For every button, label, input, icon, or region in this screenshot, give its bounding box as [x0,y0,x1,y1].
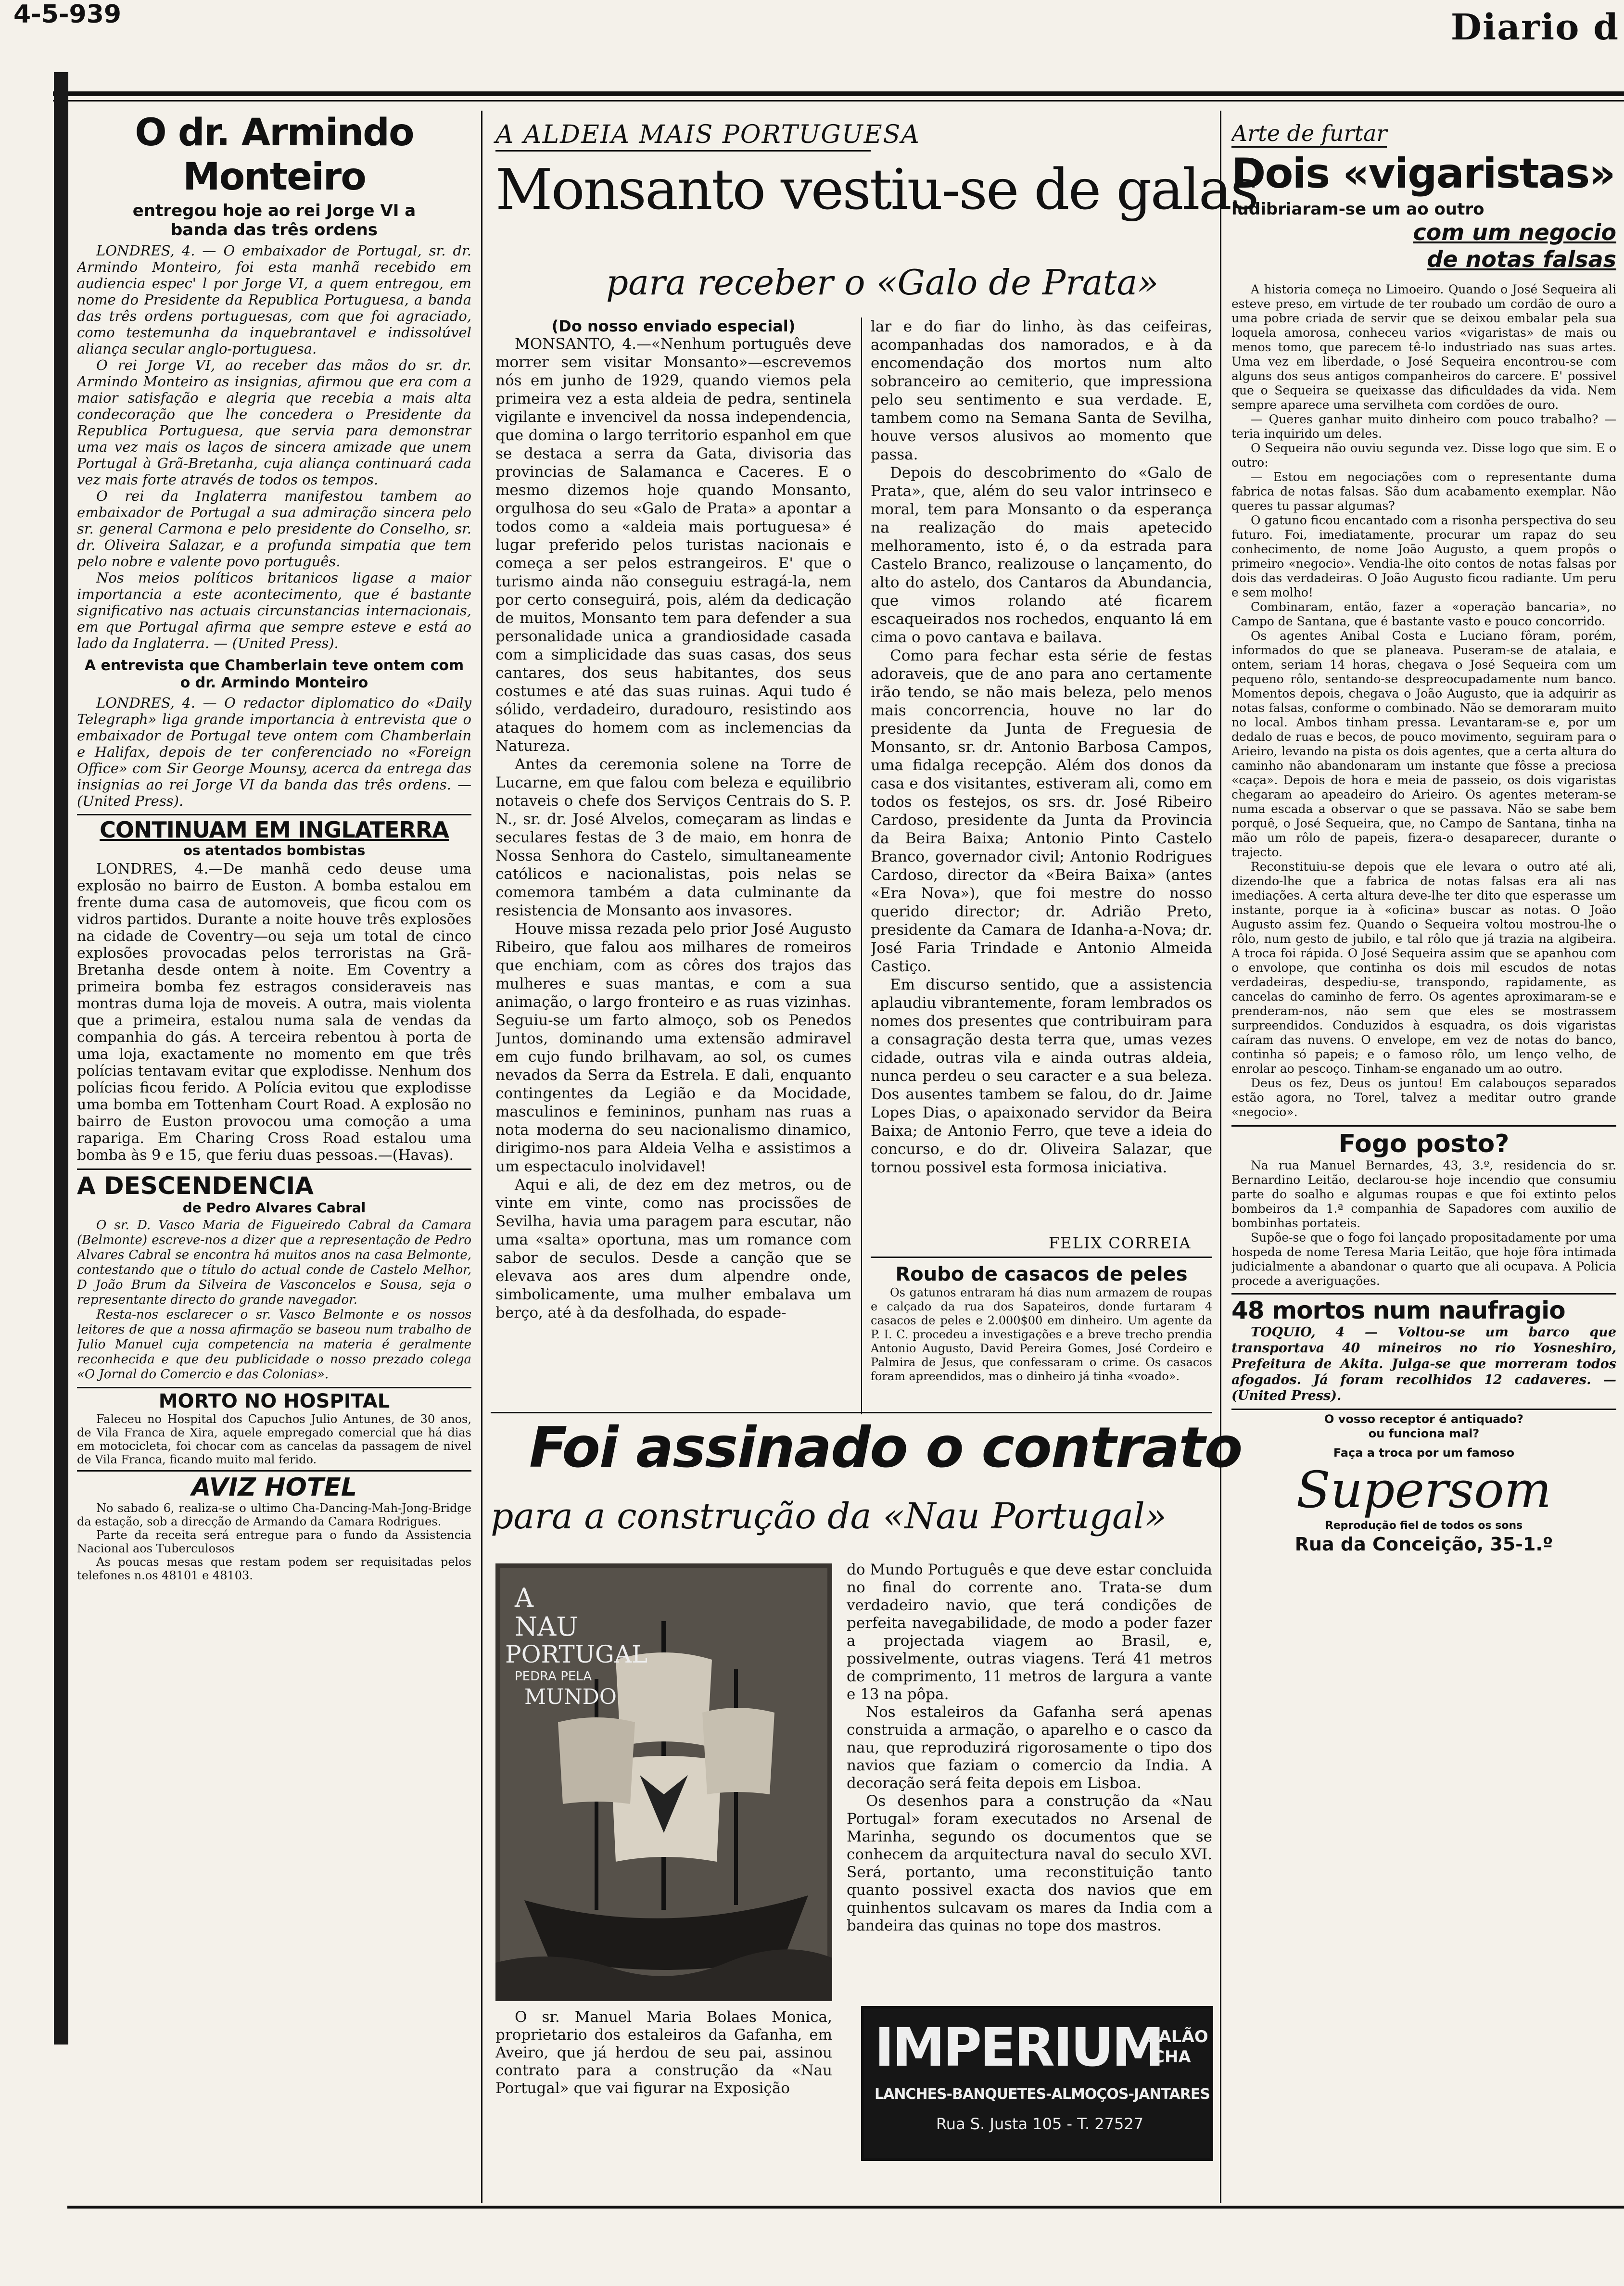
kicker-underline [495,150,871,152]
paragraph: Em discurso sentido, que a assistencia aplaudiu vibrantemente, foram lembrados os nomes dos presentes que contribuiram para a consagração desta terra que, umas vezes cidade, outras vila e ainda outras aldeia, nunca perdeu o seu caracter e a sua beleza. Dos ausentes tambem se falou, do dr. Jaime Lopes Dias, o apaixonado servidor da Beira Baixa; de Antonio Ferro, que teve a ideia do concurso, e do dr. Oliveira Salazar, que tornou possivel esta formosa iniciativa. [871,976,1212,1176]
nau-caption [495,2008,832,2201]
paragraph: Nos estaleiros da Gafanha será apenas construida a armação, o aparelho e o casco da nau, que reproduzirá rigorosamente o tipo dos navios que faziam o comercio da India. A decoração será feita depois em Lisboa. [847,1703,1212,1792]
poster-title-5: MUNDO [524,1685,617,1709]
paragraph: TOQUIO, 4 — Voltou-se um barco que transportava 40 mineiros no rio Yosneshiro, Prefeitura de Akita. Julga-se que morreram todos afogados. Já foram recolhidos 12 cadaveres. — (United Press). [1231,1325,1616,1403]
monsanto-kicker: A ALDEIA MAIS PORTUGUESA [495,120,920,149]
morto-body [77,1412,471,1466]
monsanto-column-b [871,318,1212,1232]
poster-title-1: A [515,1583,533,1613]
paragraph: — Queres ganhar muito dinheiro com pouco trabalho? — teria inquirido um deles. [1231,412,1616,441]
paragraph: O gatuno ficou encantado com a risonha perspectiva do seu futuro. Foi, imediatamente, procurar um rapaz do seu conhecimento, de nome João Augusto, a quem propôs o primeiro «negocio». Vendia-lhe oito contos de notas falsas por dois das verdadeiras. O João Augusto ficou radiante. Um peru e sem molho! [1231,513,1616,599]
column-divider-2 [1220,111,1221,2203]
imperium-name: IMPERIUM [875,2017,1163,2078]
masthead-rule-thin [53,100,1624,102]
chamberlain-headline: A entrevista que Chamberlain teve ontem com o dr. Armindo Monteiro [84,657,464,691]
paragraph: Nos meios políticos britanicos ligase a maior importancia a este acontecimento, que é bastante significativo nas actuais circunstancias internacionais, em que Portugal afirma que sempre esteve e está ao lado da Inglaterra. — (United Press). [77,570,471,651]
armindo-body [77,242,471,651]
roubo-box [871,1263,1212,1407]
paragraph: Combinaram, então, fazer a «operação bancaria», no Campo de Santana, que é bastante vasto e pouco concorrido. [1231,600,1616,628]
paragraph: O rei Jorge VI, ao receber das mãos do sr. dr. Armindo Monteiro as insignias, afirmou que era com a maior satisfação e alegria que recebia a mais alta condecoração que lhe concedera o Presidente da Republica Portuguesa, que servia para demonstrar uma vez mais os laços de sincera amizade que unem Portugal à Grã-Bretanha, cuja aliança continuará cada vez mais forte através de todos os tempos. [77,357,471,488]
fogo-headline: Fogo posto? [1338,1130,1510,1158]
author-signature: FELIX CORREIA [1049,1234,1192,1252]
paragraph: Aqui e ali, de dez em dez metros, ou de vinte em vinte, como nas procissões de Sevilha, havia uma paragem para escutar, não uma «salta» oportuna, mas um romance com sabor de seculos. Desde a canção que se elevava aos ares dum alpendre onde, simbolicamente, uma mulher embalava um berço, até à da desfolhada, do espade- [495,1176,851,1321]
section-rule [77,1387,471,1388]
supersom-ad [1231,1412,1616,1555]
descendencia-body [77,1218,471,1382]
supersom-address: Rua da Conceição, 35-1.º [1294,1534,1553,1555]
supersom-offer: Faça a troca por um famoso [1333,1446,1515,1460]
byline: (Do nosso enviado especial) [551,318,796,335]
monsanto-column-a [495,318,851,1405]
masthead-rule-thick [53,91,1624,96]
paragraph: No sabado 6, realiza-se o ultimo Cha-Dancing-Mah-Jong-Bridge da estação, sob a direcção de Armando da Camara Rodrigues. [77,1501,471,1528]
paragraph: Deus os fez, Deus os juntou! Em calabouços separados estão agora, no Torel, talvez a meditar outro grande «negocio». [1231,1076,1616,1119]
poster-title-4: PEDRA PELA [515,1669,592,1684]
paragraph: O sr. Manuel Maria Bolaes Monica, proprietario dos estaleiros da Gafanha, em Aveiro, que já herdou de seu pai, assinou contrato para a construção da «Nau Portugal» que vai figurar na Exposição [495,2008,832,2097]
imperium-ad [861,2006,1213,2161]
vigaristas-sub-2: com um negocio [1413,219,1616,245]
left-margin-bar [54,72,68,2045]
armindo-headline: O dr. Armindo Monteiro [135,111,414,199]
roubo-rule-top [871,1257,1212,1258]
section-rule [1231,1293,1616,1295]
supersom-q1: O vosso receptor é antiquado? [1324,1412,1523,1426]
paragraph: LONDRES, 4.—De manhã cedo deuse uma explosão no bairro de Euston. A bomba estalou em frente duma casa de automoveis, que ficou com os vidros partidos. Durante a noite houve três explosões na cidade de Coventry—ou seja um total de cinco explosões provocadas pelos terroristas na Grã-Bretanha desde ontem à noite. Em Coventry a primeira bomba fez estragos consideraveis nas montras duma loja de moveis. A outra, mais violenta que a primeira, estalou numa sala de vendas da companhia do gás. A terceira rebentou à porta de uma loja, exactamente no momento em que três polícias tentavam evitar que explodisse. Nenhum dos polícias ficou ferido. A Polícia evitou que explodisse uma bomba em Tottenham Court Road. A explosão no bairro de Euston provocou uma comoção a uma rapariga. Em Charing Cross Road estalou uma bomba às 9 e 15, que feriu duas pessoas.—(Havas). [77,861,471,1164]
paragraph: Parte da receita será entregue para o fundo da Assistencia Nacional aos Tuberculosos [77,1528,471,1555]
paragraph: Os agentes Anibal Costa e Luciano fôram, porém, informados do que se planeava. Puseram-se de atalaia, e ontem, seriam 14 horas, chegava o José Sequeira com um pequeno rôlo, sentando-se despreocupadamente num banco. Momentos depois, chegava o João Augusto, que ia adquirir as notas falsas, conforme o combinado. Não se demoraram muito no local. Ambos tinham pressa. Levantaram-se e, por um dedalo de ruas e becos, de pouco movimento, seguiram para o Arieiro, levando na pista os dois agentes, que a certa altura do caminho não abandonaram um instante que fôsse a preciosa «caça». Depois de hora e meia de passeio, os dois vigaristas chegaram ao apeadeiro do Arieiro. Os agentes meteram-se numa escada a observar o que se passava. Não se sabe bem porquê, o José Sequeira, que, no Campo de Santana, tinha na mão um rôlo de papeis, fizera-o desaparecer, durante o trajecto. [1231,629,1616,859]
imperium-tag-1: SALÃO [1147,2027,1208,2046]
paragraph: Depois do descobrimento do «Galo de Prata», que, além do seu valor intrinseco e moral, tem para Monsanto o da esperança na realização do mais apetecido melhoramento, isto é, o da estrada para Castelo Branco, realizouse o lançamento, do alto do astelo, dos Cantaros da Abundancia, que vimos rolando até ficarem escaqueirados nos rochedos, enquanto lá em cima o povo cantava e bailava. [871,464,1212,646]
paragraph: Os desenhos para a construção da «Nau Portugal» foram executados no Arsenal de Marinha, segundo os documentos que se conhecem da arquitectura naval do seculo XVI. Será, portanto, uma reconstituição tanto quanto possivel exacta dos navios que em quinhentos sulcavam os mares da India com a bandeira das quinas no tope dos mastros. [847,1792,1212,1934]
paragraph: Na rua Manuel Bernardes, 43, 3.º, residencia do sr. Bernardino Leitão, declarou-se hoje incendio que consumiu parte do soalho e algumas roupas e que foi extinto pelos bombeiros da 1.ª companhia de Sapadores com auxilio de bombinhas portateis. [1231,1158,1616,1230]
section-rule [1231,1409,1616,1410]
paragraph: O rei da Inglaterra manifestou tambem ao embaixador de Portugal a sua admiração sincera pelo sr. general Carmona e pelo presidente do Conselho, sr. dr. Oliveira Salazar, e a profunda simpatia que tem pelo nobre e valente povo português. [77,488,471,570]
paragraph: LONDRES, 4. — O redactor diplomatico do «Daily Telegraph» liga grande importancia à entrevista que o embaixador de Portugal teve ontem com Chamberlain e Halifax, depois de ter conferenciado no «Foreign Office» com Sir George Mounsy, acerca da entrega das insignias ao rei Jorge VI da banda das três ordens. — (United Press). [77,695,471,809]
paragraph: lar e do fiar do linho, às das ceifeiras, acompanhadas dos namorados, e à da encomendação dos mortos num alto sobranceiro ao cemiterio, que impressiona pelo seu sentimento e sua verdade. E, tambem como na Semana Santa de Sevilha, houve versos alusivos ao momento que passa. [871,318,1212,463]
nau-rule-top [491,1412,1212,1413]
supersom-q2: ou funciona mal? [1368,1427,1480,1440]
supersom-tagline: Reprodução fiel de todos os sons [1325,1520,1523,1532]
paragraph: MONSANTO, 4.—«Nenhum português deve morrer sem visitar Monsanto»—escrevemos nós em junho de 1929, quando viemos pela primeira vez a esta aldeia de pedra, sentinela vigilante e invencivel da nossa independencia, que domina o largo territorio espanhol em que se destaca a serra da Gata, divisoria das provincias de Salamanca e Caceres. E o mesmo dizemos hoje quando Monsanto, orgulhosa do seu «Galo de Prata» a apontar a todos como a «aldeia mais portuguesa» é lugar preferido pelos turistas nacionais e começa a ser pelos estrangeiros. E' que o turismo ainda não conseguiu estragá-la, nem por certo conseguirá, pois, além da dedicação de muitos, Monsanto tem para defender a sua personalidade unica a grandiosidade casada com a simplicidade das suas casas, dos seus cantares, dos seus habitantes, dos seus costumes e até das suas ruinas. Aqui tudo é sólido, verdadeiro, duradouro, resistindo aos ataques do homem com as inclemencias da Natureza. [495,335,851,755]
paragraph: Resta-nos esclarecer o sr. Vasco Belmonte e os nossos leitores de que a nossa afirmação se baseou num trabalho de Julio Manuel cuja competencia na materia é geralmente reconhecida e que deu publicidade o nosso prezado colega «O Jornal do Comercio e das Colonias». [77,1308,471,1382]
descendencia-headline: A DESCENDENCIA [77,1172,314,1200]
atentados-body [77,861,471,1164]
poster-title-2: NAU [515,1612,578,1642]
section-rule [1231,1125,1616,1127]
paragraph: Reconstituiu-se depois que ele levara o outro até ali, dizendo-lhe que a fabrica de notas falsas era ali nas imediações. A certa altura deve-lhe ter dito que esperasse um instante, porque ia à «oficina» buscar as notas. O João Augusto assim fez. Quando o Sequeira voltou mostrou-lhe o rôlo, num gesto de jubilo, e tal rôlo que já trazia na algibeira. A troca foi rápida. O José Sequeira assim que se apanhou com o envolope, que continha os dois mil escudos de notas verdadeiras, despediu-se, transpondo, rapidamente, as cancelas do caminho de ferro. Os agentes aproximaram-se e prenderam-nos, não sem que eles se mostrassem surpreendidos. Conduzidos à esquadra, os dois vigaristas caíram das nuvens. O envelope, em vez de notas do banco, continha só papeis; e o famoso rôlo, um lenço velho, de enrolar ao pescoço. Tinham-se enganado um ao outro. [1231,860,1616,1076]
paragraph: Os gatunos entraram há dias num armazem de roupas e calçado da rua dos Sapateiros, donde furtaram 4 casacos de peles e 2.000$00 em dinheiro. Um agente da P. I. C. procedeu a investigações e a breve trecho prendia Antonio Augusto, David Pereira Gomes, José Cordeiro e Palmira de Jesus, que confessaram o crime. Os casacos foram apreendidos, mas o dinheiro já tinha «voado». [871,1286,1212,1383]
roubo-headline: Roubo de casacos de peles [895,1263,1188,1285]
paragraph: O sr. D. Vasco Maria de Figueiredo Cabral da Camara (Belmonte) escreve-nos a dizer que a representação de Pedro Alvares Cabral se encontra há muitos anos na casa Belmonte, contestando que o título do actual conde de Castelo Melhor, D João Brum da Silveira de Vasconcelos e Sousa, seja o representante directo do grande navegador. [77,1218,471,1307]
section-rule [77,814,471,815]
newspaper-title: Diario d [1450,7,1619,48]
imperium-line-2: Rua S. Justa 105 - T. 27527 [936,2115,1144,2133]
aviz-body [77,1501,471,1582]
column-divider-center [861,318,862,1414]
paragraph: Como para fechar esta série de festas adoraveis, que de ano para ano certamente irão tendo, se não mais beleza, pelo menos mais concorrencia, houve no lar do presidente da Junta de Freguesia de Monsanto, sr. dr. Antonio Barbosa Campos, uma fidalga recepção. Além dos donos da casa e dos visitantes, estiveram ali, como em todos os festejos, os srs. dr. José Ribeiro Cardoso, presidente da Junta da Provincia da Beira Baixa; Antonio Pinto Castelo Branco, governador civil; Antonio Rodrigues Cardoso, director da «Beira Baixa» (antes «Era Nova»), que foi mestre do nosso querido director; dr. Adrião Preto, presidente da Camara de Idanha-a-Nova; dr. José Faria Trindade e Antonio Almeida Castiço. [871,647,1212,975]
paragraph: do Mundo Português e que deve estar concluida no final do corrente ano. Trata-se dum verdadeiro navio, que terá condições de perfeita navegabilidade, de modo a poder fazer a projectada viagem ao Brasil, e, possivelmente, outras viagens. Terá 41 metros de comprimento, 11 metros de largura a vante e 13 na pôpa. [847,1561,1212,1703]
bottom-rule [67,2206,1624,2209]
paragraph: Faleceu no Hospital dos Capuchos Julio Antunes, de 30 anos, de Vila Franca de Xira, aquele empregado comercial que há dias em motocicleta, foi chocar com as cancelas da passagem de nivel de Vila Franca, ficando muito mal ferido. [77,1412,471,1466]
monsanto-body-b [871,318,1212,1177]
paragraph: Houve missa rezada pelo prior José Augusto Ribeiro, que falou aos milhares de romeiros que enchiam, com as côres dos trajos das mulheres e suas mantas, e com a sua animação, o largo fronteiro e as ruas vizinhas. Seguiu-se um farto almoço, sob os Penedos Juntos, dominando uma extensão admiravel em cujo fundo brilhavam, ao sol, os cumes nevados da Serra da Estrela. E dali, enquanto contingentes da Legião e da Mocidade, masculinos e femininos, punham nas ruas a nota moderna do seu nacionalismo dinamico, dirigimo-nos para Aldeia Velha e assistimos a um espectaculo inolvidavel! [495,920,851,1175]
imperium-line-1: LANCHES-BANQUETES-ALMOÇOS-JANTARES [875,2086,1210,2103]
issue-date: 4-5-939 [13,0,122,29]
descendencia-subhead: de Pedro Alvares Cabral [182,1200,366,1216]
section-rule [77,1168,471,1170]
column-right [1231,120,1616,2203]
paragraph: O Sequeira não ouviu segunda vez. Disse logo que sim. E o outro: [1231,441,1616,470]
monsanto-body-a [495,335,851,1322]
imperium-tag-2: CHA [1153,2047,1191,2067]
paragraph: — Estou em negociações com o representante duma fabrica de notas falsas. São dum acabamento exemplar. Não queres tu passar algumas? [1231,470,1616,513]
column-divider-1 [481,111,482,2203]
nau-headline: Foi assinado o contrato [529,1415,1242,1480]
morto-headline: MORTO NO HOSPITAL [158,1390,390,1412]
paragraph: A historia começa no Limoeiro. Quando o José Sequeira ali esteve preso, em virtude de ter roubado um cordão de ouro a uma pobre criada de servir que se deixou embalar pela sua loquela amorosa, conheceu varios «vigaristas» de mais ou menos tomo, que parecem tê-lo industriado nas suas artes. Uma vez em liberdade, o José Sequeira encontrou-se com alguns dos seus antigos companheiros do carcere. E' possivel que o Sequeira se queixasse das dificuldades da vida. Nem sempre aparece uma servilheta com cordões de ouro. [1231,282,1616,412]
fogo-body [1231,1158,1616,1288]
chamberlain-body [77,695,471,809]
vigaristas-kicker: Arte de furtar [1231,120,1387,148]
vigaristas-sub-3: de notas falsas [1427,246,1616,272]
aviz-headline: AVIZ HOTEL [191,1473,357,1502]
vigaristas-headline: Dois «vigaristas» [1231,150,1615,198]
supersom-brand: Supersom [1296,1460,1552,1519]
naufragio-body [1231,1324,1616,1404]
paragraph: LONDRES, 4. — O embaixador de Portugal, sr. dr. Armindo Monteiro, foi esta manhã recebido em audiencia espec' l por Jorge VI, a quem entregou, em nome do Presidente da Republica Portuguesa, a banda das três ordens portuguesas, com que foi agraciado, como testemunha da inquebrantavel e indissolúvel aliança secular anglo-portuguesa. [77,242,471,357]
section-rule [77,1470,471,1472]
atentados-headline: CONTINUAM EM INGLATERRA [100,817,449,843]
monsanto-headline: Monsanto vestiu-se de galas [495,157,1258,222]
nau-deck: para a construção da «Nau Portugal» [491,1496,1167,1537]
armindo-subhead: entregou hoje ao rei Jorge VI a banda das três ordens [132,201,416,240]
poster-title-3: PORTUGAL [505,1640,648,1668]
vigaristas-body [1231,282,1616,1119]
monsanto-deck: para receber o «Galo de Prata» [606,262,1159,303]
paragraph: Antes da ceremonia solene na Torre de Lucarne, em que falou com beleza e equilibrio notaveis o chefe dos Serviços Centrais do S. P. N., sr. dr. José Alvelos, começaram as lindas e seculares festas de 3 de maio, em honra de Nossa Senhora do Castelo, simultaneamente católicos e nacionalistas, pois nelas se comemora também a data culminante da resistencia de Monsanto aos invasores. [495,756,851,919]
nau-body [847,1561,1212,1994]
paragraph: As poucas mesas que restam podem ser requisitadas pelos telefones n.os 48101 e 48103. [77,1555,471,1582]
roubo-body [871,1286,1212,1384]
vigaristas-sub-1: ludibriaram-se um ao outro [1231,200,1484,219]
nau-poster-image [495,1563,832,2001]
paragraph: Supõe-se que o fogo foi lançado propositadamente por uma hospeda de nome Teresa Maria Leitão, que hoje fôra intimada judicialmente a abandonar o quarto que ali ocupava. A Policia procede a averiguações. [1231,1231,1616,1288]
naufragio-headline: 48 mortos num naufragio [1231,1296,1565,1324]
column-left [77,111,471,2203]
atentados-subhead: os atentados bombistas [183,842,366,858]
